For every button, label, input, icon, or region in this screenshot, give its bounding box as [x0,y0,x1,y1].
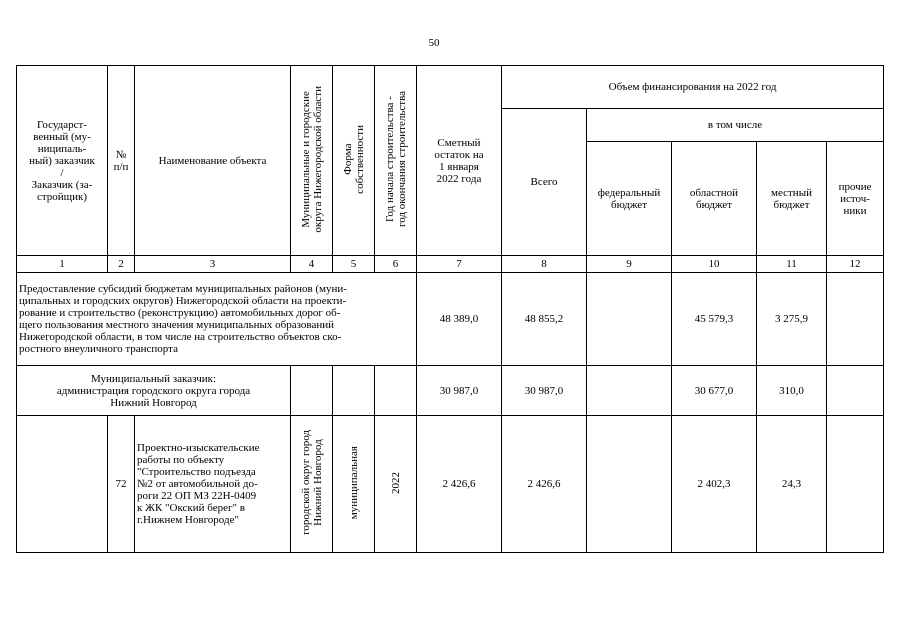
header-including: в том числе [587,109,884,142]
header-num: № п/п [108,66,135,256]
subsidy-local: 3 275,9 [757,273,827,366]
header-municipality: Муниципальные и городские округа Нижегородской области [291,66,333,256]
column-number: 3 [135,256,291,273]
header-estimate: Сметный остаток на 1 января 2022 года [417,66,502,256]
table-row-subsidy [17,273,884,366]
item-local: 24,3 [757,416,827,553]
header-ownership: Форма собственности [333,66,375,256]
header-object-name: Наименование объекта [135,66,291,256]
subsidy-description: Предоставление субсидий бюджетам муниципальных районов (муни- ципальных и городских округов) Нижегородской области на проекти- рование и строительство (реконструкцию) автомобильных дорог об- щего пользования местного значения муниципальных образований Нижегородской области, в том числе на строительство объектов ско- ростного внеуличного транспорта [17,273,417,366]
item-regional: 2 402,3 [672,416,757,553]
header-funding: Объем финансирования на 2022 год [502,66,884,109]
subsidy-other [827,273,884,366]
item-ownership: муниципальная [333,416,375,553]
subsidy-regional: 45 579,3 [672,273,757,366]
header-regional: областной бюджет [672,142,757,256]
item-years: 2022 [375,416,417,553]
customer-federal [587,366,672,416]
column-number: 5 [333,256,375,273]
subsidy-total: 48 855,2 [502,273,587,366]
item-other [827,416,884,553]
header-federal: федеральный бюджет [587,142,672,256]
page-number: 50 [428,37,440,49]
header-total: Всего [502,109,587,256]
column-number: 7 [417,256,502,273]
column-number: 12 [827,256,884,273]
item-federal [587,416,672,553]
column-number: 8 [502,256,587,273]
header-local: местный бюджет [757,142,827,256]
subsidy-estimate: 48 389,0 [417,273,502,366]
item-customer [17,416,108,553]
customer-local: 310,0 [757,366,827,416]
column-number: 1 [17,256,108,273]
customer-estimate: 30 987,0 [417,366,502,416]
column-number: 10 [672,256,757,273]
table-row-customer [17,366,884,416]
customer-description: Муниципальный заказчик: администрация городского округа города Нижний Новгород [17,366,291,416]
customer-total: 30 987,0 [502,366,587,416]
customer-regional: 30 677,0 [672,366,757,416]
column-number: 6 [375,256,417,273]
column-number: 2 [108,256,135,273]
header-years: Год начала строительства - год окончания строительства [375,66,417,256]
subsidy-federal [587,273,672,366]
financing-table [16,65,884,553]
customer-other [827,366,884,416]
item-object-name: Проектно-изыскательские работы по объекту "Строительство подъезда №2 от автомобильной до- роги 22 ОП МЗ 22Н-0409 к ЖК "Окский берег" в г.Нижнем Новгороде" [135,416,291,553]
item-num: 72 [108,416,135,553]
table-row-item [17,416,884,553]
item-estimate: 2 426,6 [417,416,502,553]
column-number: 11 [757,256,827,273]
header-customer: Государст- венный (му- ниципаль- ный) заказчик / Заказчик (за- стройщик) [17,66,108,256]
item-municipality: городской округ город Нижний Новгород [291,416,333,553]
item-total: 2 426,6 [502,416,587,553]
column-number: 9 [587,256,672,273]
column-number: 4 [291,256,333,273]
header-other: прочие источ- ники [827,142,884,256]
